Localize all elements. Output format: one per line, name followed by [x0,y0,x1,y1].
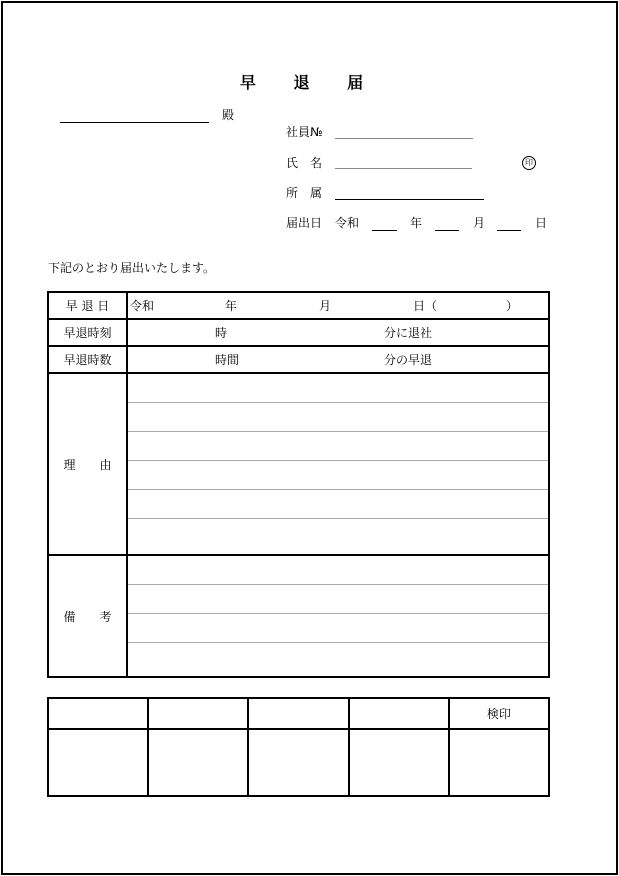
submit-date-era: 令和 [335,216,360,230]
hours-minute: 分の早退 [384,353,433,367]
reason-line[interactable] [128,432,548,461]
notes-label: 備 考 [48,555,127,677]
addressee-line[interactable] [60,122,209,123]
notes-row [48,555,549,677]
hours-label: 早退時数 [48,346,127,373]
notes-line[interactable] [128,556,548,585]
reason-line[interactable] [128,519,548,552]
date-year: 年 [225,299,238,313]
name-field[interactable] [335,168,472,169]
hours-row [48,346,549,373]
intro-text: 下記のとおり届出いたします。 [48,261,216,275]
notes-line[interactable] [128,643,548,675]
seal-mark: 印 [522,156,536,170]
stamp-header-2 [148,698,248,729]
reason-field[interactable] [127,373,549,555]
notes-line[interactable] [128,585,548,614]
stamp-body-row [48,729,549,796]
name-label: 氏 名 [286,156,323,170]
date-month: 月 [319,299,332,313]
submit-day-field[interactable] [497,230,521,231]
submit-year-label: 年 [410,216,423,230]
employee-no-label: 社員№ [286,125,323,139]
time-hour: 時 [215,326,228,340]
submit-day-label: 日 [535,216,548,230]
date-row [48,292,549,319]
submit-month-label: 月 [473,216,486,230]
stamp-box-1[interactable] [48,729,148,796]
time-value-cell[interactable] [127,319,549,346]
notes-line[interactable] [128,614,548,643]
affiliation-label: 所 属 [286,186,323,200]
date-label: 早 退 日 [48,292,127,319]
time-minute: 分に退社 [384,326,433,340]
submit-month-field[interactable] [435,230,459,231]
reason-line[interactable] [128,461,548,490]
stamp-header-1 [48,698,148,729]
stamp-header-inspection: 検印 [449,698,549,729]
submit-year-field[interactable] [372,230,397,231]
time-label: 早退時刻 [48,319,127,346]
stamp-header-4 [349,698,449,729]
reason-line[interactable] [128,490,548,519]
reason-row [48,373,549,555]
stamp-header-3 [248,698,348,729]
hours-value-cell[interactable] [127,346,549,373]
date-close: ） [506,299,519,313]
stamp-box-3[interactable] [248,729,348,796]
notes-field[interactable] [127,555,549,677]
hours-unit: 時間 [215,353,240,367]
stamp-header-row [48,698,549,729]
stamp-box-4[interactable] [349,729,449,796]
page-title: 早 退 届 [239,73,380,92]
date-value-cell[interactable] [127,292,549,319]
affiliation-field[interactable] [335,199,484,200]
addressee-suffix: 殿 [222,108,235,122]
date-era: 令和 [130,299,155,313]
early-leave-table [47,291,550,678]
reason-label: 理 由 [48,373,127,555]
approval-stamp-table [47,697,550,797]
reason-line[interactable] [128,374,548,403]
employee-no-field[interactable] [335,138,473,139]
reason-line[interactable] [128,403,548,432]
time-row [48,319,549,346]
submit-date-label: 届出日 [286,216,323,230]
stamp-box-inspection[interactable] [449,729,549,796]
stamp-box-2[interactable] [148,729,248,796]
date-day-open: 日（ [413,299,438,313]
